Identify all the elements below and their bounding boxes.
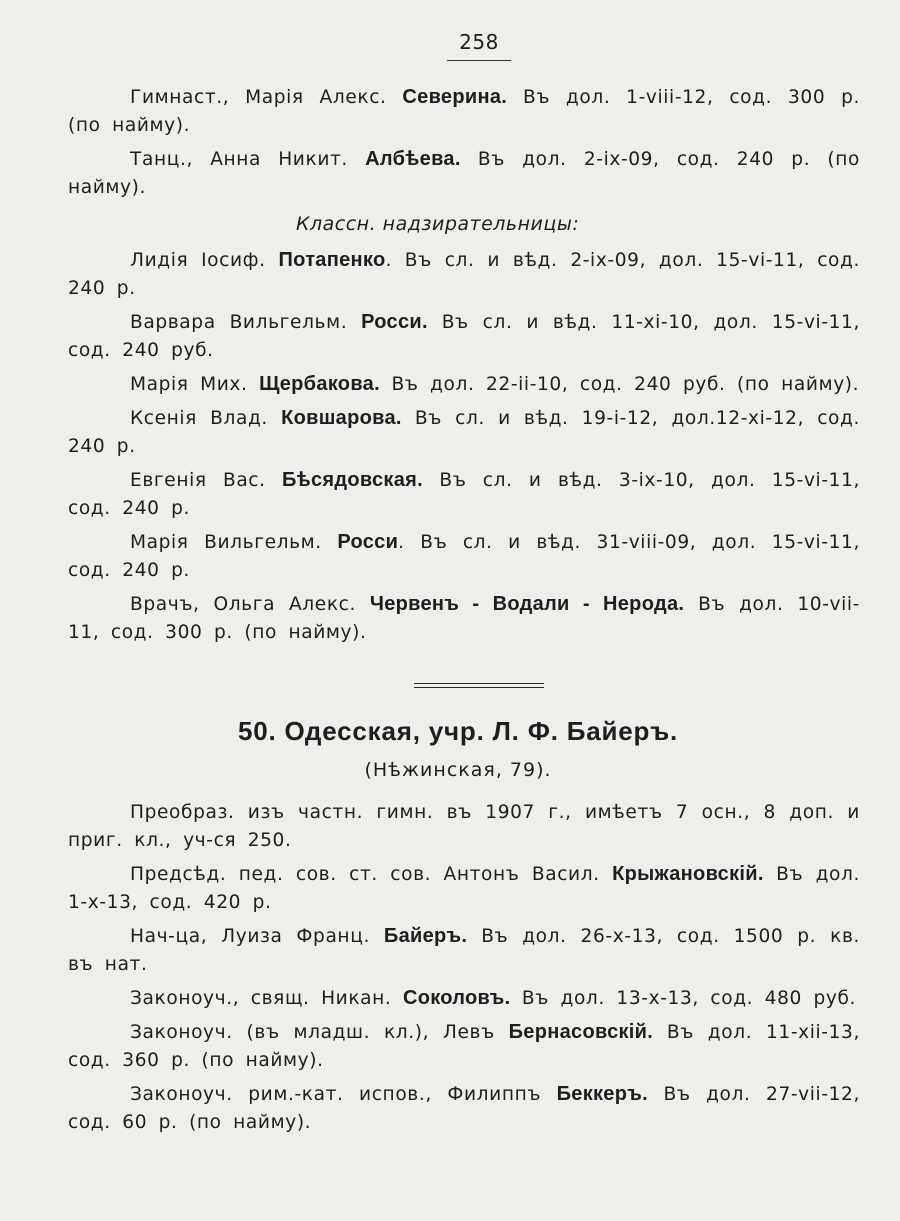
entry-details: Въ дол. 10-vii-11, сод. 300 р. (по найму). [68,594,860,643]
school-title: 50. Одесская, учр. Л. Ф. Байеръ. [237,716,679,746]
section-heading: Классн. надзирательницы: [296,213,580,235]
entry-prefix: Марія Мих. [130,374,260,395]
entry-prefix: Законоуч. (въ младш. кл.), Левъ [130,1022,509,1043]
entry-prefix: Преобраз. изъ частн. гимн. въ 1907 г., имѣетъ 7 осн., 8 доп. и приг. кл., уч-ся 250. [68,802,860,851]
entry-prefix: Законоуч. рим.-кат. испов., Филиппъ [130,1084,557,1105]
entry-prefix: Лидія Іосиф. [130,250,279,271]
page-number: 258 [459,30,499,54]
entry-surname: Бѣсядовская. [281,469,423,491]
section-divider [414,683,544,688]
entry-surname: Потапенко [278,249,386,271]
staff-entry [68,83,860,140]
entry-prefix: Евгенія Вас. [130,470,282,491]
entry-details: Въ дол. 11-xii-13, сод. 360 р. (по найму). [68,1022,860,1071]
school-entries [68,799,860,1137]
entry-prefix: Варвара Вильгельм. [130,312,362,333]
entry-surname: Байеръ. [383,925,468,947]
entry-details: Въ дол. 1-viii-12, сод. 300 р. (по найму). [68,87,861,136]
page-number-underline [447,60,511,61]
top-entries [68,83,860,202]
entry-surname: Росси [337,531,399,553]
entry-surname: Албѣева. [365,148,461,170]
entry-prefix: Танц., Анна Никит. [130,149,366,170]
entry-details: . Въ сл. и вѣд. 31-viii-09, дол. 15-vi-11, сод. 240 р. [68,532,860,581]
entry-prefix: Врачъ, Ольга Алекс. [130,594,370,615]
entry-surname: Бернасовскій. [508,1021,654,1043]
entry-surname: Соколовъ. [402,987,511,1009]
entry-prefix: Предсѣд. пед. сов. ст. сов. Антонъ Васил. [130,864,613,885]
entry-details: Въ дол. 13-x-13, сод. 480 руб. [510,988,857,1009]
entry-details: Въ дол. 26-x-13, сод. 1500 р. кв. въ нат. [68,926,861,975]
entry-surname: Росси. [361,311,428,333]
entry-prefix: Нач-ца, Луиза Франц. [130,926,384,947]
entry-surname: Ковшарова. [281,407,402,429]
staff-entry [68,370,860,399]
entry-prefix: Марія Вильгельм. [130,532,338,553]
staff-entry [68,1018,860,1075]
staff-entry [68,922,860,979]
staff-entry [68,466,860,523]
divider-line [414,687,544,688]
entry-surname: Щербакова. [259,373,380,395]
staff-entry [68,1080,860,1137]
entry-details: . Въ сл. и вѣд. 2-ix-09, дол. 15-vi-11, сод. 240 р. [68,250,860,299]
entry-surname: Северина. [402,86,508,108]
entry-details: Въ сл. и вѣд. 19-i-12, дол.12-xi-12, сод. 240 р. [68,408,861,457]
staff-entry [68,984,860,1013]
staff-entry [68,145,860,202]
entry-prefix: Гимнаст., Марія Алекс. [130,87,403,108]
entry-details: Въ дол. 2-ix-09, сод. 240 р. (по найму). [68,149,860,198]
supervisor-entries [68,246,860,647]
staff-entry [68,590,860,647]
staff-entry [68,404,860,461]
staff-entry [68,860,860,917]
entry-surname: Крыжановскій. [612,863,764,885]
staff-entry [68,308,860,365]
entry-details: Въ дол. 22-ii-10, сод. 240 руб. (по найму). [379,374,860,395]
school-info-entry [68,799,860,855]
entry-details: Въ сл. и вѣд. 3-ix-10, дол. 15-vi-11, сод. 240 р. [68,470,861,519]
entry-prefix: Законоуч., свящ. Никан. [130,988,403,1009]
entry-surname: Беккеръ. [556,1083,648,1105]
school-address: (Нѣжинская, 79). [364,759,552,781]
entry-details: Въ дол. 1-x-13, сод. 420 р. [68,864,860,913]
divider-line [414,683,544,684]
entry-surname: Червенъ - Водали - Нерода. [369,593,685,615]
staff-entry [68,246,860,303]
staff-entry [68,528,860,585]
entry-prefix: Ксенія Влад. [130,408,282,429]
entry-details: Въ дол. 27-vii-12, сод. 60 р. (по найму). [68,1084,861,1133]
entry-details: Въ сл. и вѣд. 11-xi-10, дол. 15-vi-11, сод. 240 руб. [68,312,860,361]
